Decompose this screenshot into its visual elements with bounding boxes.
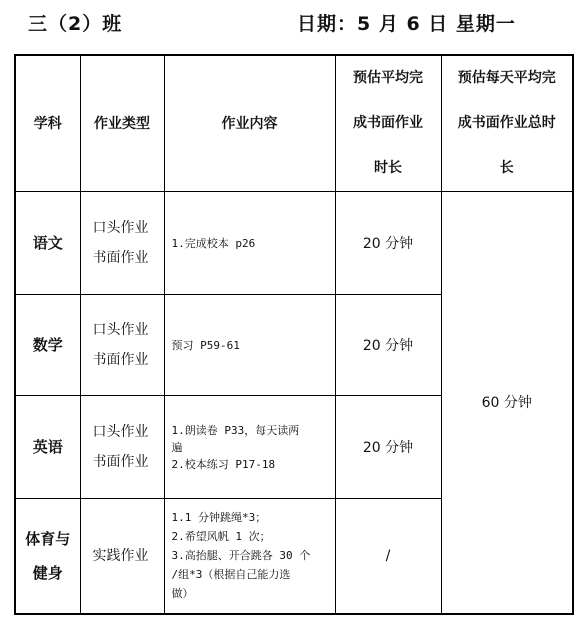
homework-type-cell xyxy=(80,192,164,295)
content-line: /组*3（根据自己能力选 xyxy=(171,568,291,582)
col-header-line: 作业类型 xyxy=(94,115,150,132)
duration-cell: / xyxy=(335,499,441,614)
subject-cell xyxy=(15,295,80,396)
homework-type: 书面作业 xyxy=(92,454,149,470)
homework-content-cell xyxy=(164,192,335,295)
col-header-line: 时长 xyxy=(374,160,402,176)
content-line: 2.希望风帆 1 次； xyxy=(171,530,271,544)
date-text: 日期：5 月 6 日 星期一 xyxy=(297,13,516,35)
homework-content-cell xyxy=(164,295,335,396)
content-line: 预习 P59-61 xyxy=(171,338,240,352)
subject-line: 语文 xyxy=(32,234,63,252)
col-header-line: 预估平均完 xyxy=(353,70,423,86)
homework-type: 口头作业 xyxy=(92,220,149,236)
homework-table xyxy=(14,54,574,615)
header-row xyxy=(15,55,573,192)
duration-cell: 20 分钟 xyxy=(335,295,441,396)
homework-type-cell xyxy=(80,499,164,614)
homework-type: 口头作业 xyxy=(92,322,149,338)
homework-type: 口头作业 xyxy=(92,424,149,440)
subject-line: 健身 xyxy=(32,563,63,582)
subject-line: 体育与 xyxy=(25,529,71,548)
subject-line: 数学 xyxy=(32,336,63,354)
content-line: 遍 xyxy=(171,440,183,454)
col-header-line: 成书面作业总时 xyxy=(457,115,556,131)
col-header-line: 学科 xyxy=(33,115,62,132)
col-header-content xyxy=(164,55,335,192)
content-line: 3.高抬腿、开合跳各 30 个 xyxy=(171,549,311,563)
col-header-duration xyxy=(335,55,441,192)
homework-type: 书面作业 xyxy=(92,250,149,266)
subject-cell xyxy=(15,396,80,499)
duration-cell: 20 分钟 xyxy=(335,396,441,499)
content-line: 1.完成校本 p26 xyxy=(171,236,256,250)
content-line: 1.1 分钟跳绳*3； xyxy=(171,511,267,525)
homework-type-cell xyxy=(80,295,164,396)
content-line: 2.校本练习 P17-18 xyxy=(171,457,276,471)
subject-cell xyxy=(15,192,80,295)
col-header-daily-total xyxy=(441,55,573,192)
col-header-line: 预估每天平均完 xyxy=(457,70,556,86)
homework-type: 实践作业 xyxy=(92,547,149,564)
col-header-line: 作业内容 xyxy=(221,115,278,132)
duration-cell: 20 分钟 xyxy=(335,192,441,295)
subject-line: 英语 xyxy=(32,438,63,456)
homework-content-cell xyxy=(164,396,335,499)
col-header-subject xyxy=(15,55,80,192)
class-name: 三（2）班 xyxy=(28,13,123,35)
content-line: 1.朗读卷 P33，每天读两 xyxy=(171,423,300,437)
col-header-type xyxy=(80,55,164,192)
daily-total-cell: 60 分钟 xyxy=(441,192,573,614)
table-row xyxy=(15,192,573,295)
subject-cell xyxy=(15,499,80,614)
col-header-line: 长 xyxy=(499,160,514,176)
homework-type-cell xyxy=(80,396,164,499)
content-line: 做） xyxy=(171,587,194,601)
homework-content-cell xyxy=(164,499,335,614)
homework-type: 书面作业 xyxy=(92,352,149,368)
col-header-line: 成书面作业 xyxy=(353,115,423,131)
